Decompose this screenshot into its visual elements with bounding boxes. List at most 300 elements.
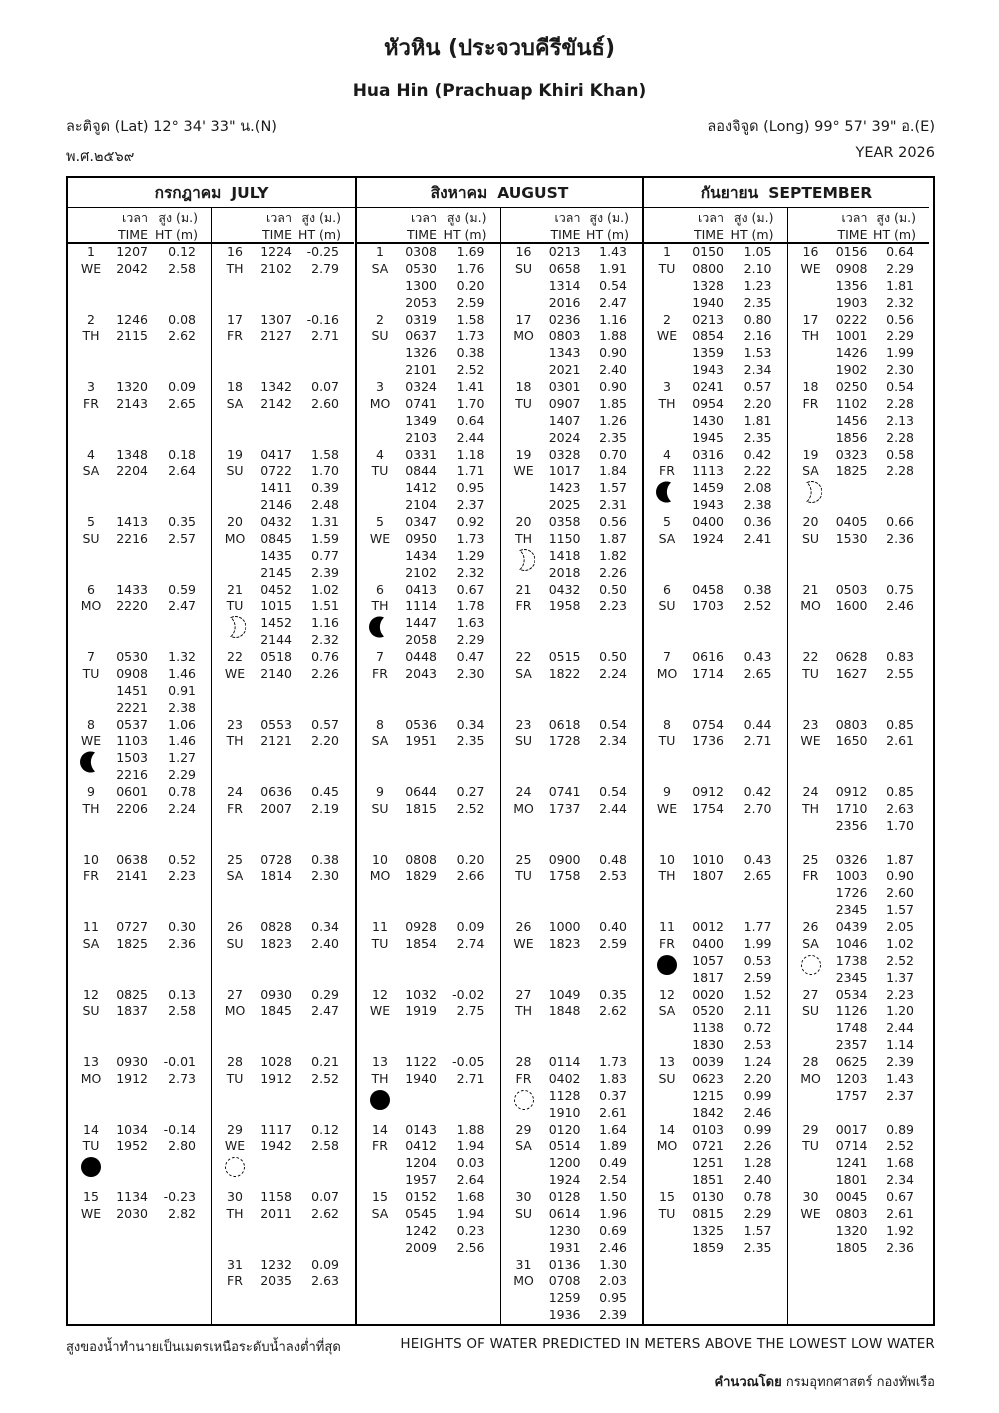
tide-rows bbox=[401, 987, 500, 1055]
tide-time: 1300 bbox=[405, 277, 437, 293]
weekday: SU bbox=[514, 733, 533, 749]
tide-height: 0.49 bbox=[599, 1155, 627, 1171]
day-column bbox=[357, 208, 500, 1324]
tide-time: 1714 bbox=[692, 665, 724, 681]
tide-height: 1.28 bbox=[743, 1155, 772, 1171]
tide-rows bbox=[688, 717, 787, 785]
tide-height: 1.68 bbox=[886, 1155, 914, 1171]
day-label bbox=[214, 447, 256, 515]
day-block bbox=[357, 582, 500, 650]
day-label bbox=[214, 717, 256, 785]
tide-time: 1000 bbox=[548, 919, 581, 934]
weekday: FR bbox=[227, 1273, 243, 1289]
day-column bbox=[68, 208, 211, 1324]
day-block bbox=[501, 1189, 643, 1257]
tide-height: 1.92 bbox=[886, 1222, 914, 1238]
tide-row bbox=[545, 278, 643, 295]
tide-time: 1737 bbox=[548, 800, 581, 816]
tide-rows bbox=[832, 312, 930, 380]
tide-height: 1.58 bbox=[456, 311, 485, 327]
tide-rows bbox=[688, 784, 787, 852]
day-block bbox=[501, 987, 643, 1055]
weekday: TH bbox=[514, 530, 533, 546]
tide-height: 0.34 bbox=[456, 716, 485, 732]
month-section bbox=[68, 178, 355, 1324]
day-label bbox=[70, 649, 112, 717]
tide-time: 0912 bbox=[835, 784, 868, 799]
tide-row bbox=[832, 447, 930, 464]
weekday: FR bbox=[227, 328, 243, 344]
height-header-english: HT (m) bbox=[298, 227, 341, 242]
day-number: 7 bbox=[376, 649, 384, 664]
time-header-thai: เวลา bbox=[698, 210, 724, 225]
tide-row bbox=[112, 1189, 211, 1206]
tide-rows bbox=[401, 312, 500, 380]
tide-height: 0.53 bbox=[743, 952, 772, 968]
tide-height: 2.47 bbox=[311, 1003, 339, 1019]
tide-rows bbox=[545, 447, 643, 515]
tide-row bbox=[832, 261, 930, 278]
tide-time: 2021 bbox=[548, 362, 581, 378]
tide-time: 1010 bbox=[692, 851, 724, 867]
day-number: 17 bbox=[227, 311, 243, 327]
tide-row bbox=[688, 1206, 787, 1223]
tide-rows bbox=[401, 1054, 500, 1122]
last-quarter-moon-icon bbox=[369, 616, 391, 638]
tide-time: 1736 bbox=[692, 733, 724, 749]
tide-rows bbox=[401, 447, 500, 515]
tide-time: 1940 bbox=[405, 1070, 437, 1086]
tide-height: 2.73 bbox=[168, 1070, 196, 1086]
tide-height: 1.58 bbox=[311, 446, 339, 462]
tide-height: 2.26 bbox=[311, 665, 339, 681]
day-block bbox=[212, 1054, 354, 1122]
subcol-header bbox=[212, 208, 354, 244]
tide-row bbox=[688, 362, 787, 379]
tide-time: 2145 bbox=[260, 564, 292, 580]
tide-height: 2.35 bbox=[743, 294, 772, 310]
height-header-english: HT (m) bbox=[443, 227, 487, 242]
tide-time: 2058 bbox=[405, 632, 437, 648]
tide-row bbox=[256, 312, 354, 329]
tide-row bbox=[112, 868, 211, 885]
tide-height: 2.44 bbox=[456, 429, 485, 445]
day-column bbox=[644, 208, 787, 1324]
tide-row bbox=[112, 261, 211, 278]
month-name bbox=[357, 178, 642, 208]
tide-height: 2.52 bbox=[311, 1070, 339, 1086]
tide-time: 1411 bbox=[260, 480, 292, 496]
tide-time: 0520 bbox=[692, 1003, 724, 1019]
tide-time: 0128 bbox=[548, 1189, 581, 1204]
day-block bbox=[501, 312, 643, 380]
tide-time: 1451 bbox=[116, 682, 148, 698]
tide-time: 0316 bbox=[692, 446, 724, 462]
day-block bbox=[788, 514, 930, 582]
tide-time: 1456 bbox=[835, 412, 868, 428]
day-label bbox=[503, 987, 545, 1055]
tide-row bbox=[688, 1155, 787, 1172]
tide-time: 1224 bbox=[260, 244, 292, 259]
tide-time: 1126 bbox=[835, 1003, 868, 1019]
tide-time: 0518 bbox=[260, 649, 292, 664]
weekday: TH bbox=[226, 1205, 244, 1221]
tide-row bbox=[545, 295, 643, 312]
tide-row bbox=[832, 666, 930, 683]
tide-height: 0.64 bbox=[886, 244, 914, 259]
tide-height: 0.83 bbox=[886, 649, 914, 664]
tide-time: 1503 bbox=[116, 750, 148, 766]
day-number: 19 bbox=[802, 446, 819, 462]
day-block bbox=[357, 312, 500, 380]
tide-row bbox=[832, 1003, 930, 1020]
tide-rows bbox=[401, 717, 500, 785]
tide-row bbox=[112, 1003, 211, 1020]
tide-height: 2.34 bbox=[886, 1172, 914, 1188]
tide-time: 0623 bbox=[692, 1070, 724, 1086]
tide-row bbox=[401, 717, 500, 734]
tide-time: 1230 bbox=[548, 1222, 581, 1238]
tide-height: 0.23 bbox=[456, 1222, 485, 1238]
tide-height: 0.12 bbox=[168, 244, 196, 259]
tide-time: 1754 bbox=[692, 800, 724, 816]
weekday: MO bbox=[224, 1003, 246, 1019]
tide-row bbox=[832, 784, 930, 801]
tide-height: 0.20 bbox=[456, 851, 485, 867]
tide-height: 0.77 bbox=[311, 547, 339, 563]
tide-height: 2.34 bbox=[743, 362, 772, 378]
tide-time: 2102 bbox=[260, 260, 292, 276]
day-label bbox=[70, 1189, 112, 1257]
weekday: MO bbox=[80, 1070, 102, 1086]
tide-height: 0.69 bbox=[599, 1222, 627, 1238]
day-label bbox=[70, 379, 112, 447]
tide-rows bbox=[688, 244, 787, 312]
tide-rows bbox=[256, 784, 354, 852]
tide-time: 0930 bbox=[260, 986, 292, 1002]
day-label bbox=[790, 1122, 832, 1190]
day-number: 29 bbox=[515, 1121, 532, 1137]
day-block bbox=[501, 1122, 643, 1190]
tide-row bbox=[256, 1206, 354, 1223]
weekday: WE bbox=[656, 328, 678, 344]
day-number: 12 bbox=[372, 986, 388, 1002]
tide-row bbox=[256, 615, 354, 632]
tide-rows bbox=[112, 852, 211, 920]
tide-height: 1.96 bbox=[599, 1205, 627, 1221]
tide-height: 0.85 bbox=[886, 784, 914, 799]
day-list bbox=[212, 244, 354, 1324]
tide-time: 0402 bbox=[548, 1070, 581, 1086]
tide-time: 0950 bbox=[405, 530, 437, 546]
tide-time: 1343 bbox=[548, 345, 581, 361]
tide-row bbox=[401, 801, 500, 818]
day-label bbox=[214, 582, 256, 650]
tide-time: 1049 bbox=[548, 986, 581, 1002]
tide-row bbox=[256, 784, 354, 801]
tide-row bbox=[256, 632, 354, 649]
tide-row bbox=[401, 480, 500, 497]
tide-row bbox=[832, 362, 930, 379]
tide-row bbox=[401, 345, 500, 362]
day-number: 22 bbox=[515, 649, 532, 664]
tide-row bbox=[112, 463, 211, 480]
day-number: 22 bbox=[802, 649, 819, 664]
tide-time: 1817 bbox=[692, 969, 724, 985]
day-label bbox=[646, 379, 688, 447]
day-number: 6 bbox=[376, 581, 384, 597]
tide-height: 2.26 bbox=[599, 564, 627, 580]
day-block bbox=[68, 1122, 211, 1190]
tide-time: 0213 bbox=[692, 311, 724, 327]
tide-time: 1232 bbox=[260, 1256, 292, 1272]
day-block bbox=[644, 379, 787, 447]
day-number: 5 bbox=[87, 514, 95, 529]
day-number: 15 bbox=[83, 1189, 99, 1204]
tide-rows bbox=[401, 514, 500, 582]
tide-row bbox=[832, 278, 930, 295]
tide-height: 0.38 bbox=[743, 581, 772, 597]
tide-height: 0.36 bbox=[743, 514, 772, 529]
day-number: 31 bbox=[227, 1256, 243, 1272]
tide-time: 0912 bbox=[692, 784, 724, 799]
tide-row bbox=[688, 598, 787, 615]
day-number: 26 bbox=[802, 919, 819, 934]
tide-height: 1.68 bbox=[456, 1189, 485, 1204]
day-block bbox=[788, 312, 930, 380]
tide-height: 1.81 bbox=[743, 412, 772, 428]
day-list bbox=[501, 244, 643, 1324]
tide-row bbox=[545, 733, 643, 750]
tide-row bbox=[545, 565, 643, 582]
month-name-en: SEPTEMBER bbox=[768, 184, 873, 202]
tide-time: 2018 bbox=[548, 564, 581, 580]
tide-time: 0908 bbox=[116, 665, 148, 681]
day-number: 28 bbox=[802, 1054, 819, 1069]
tide-row bbox=[832, 1054, 930, 1071]
tide-time: 2035 bbox=[260, 1273, 292, 1289]
tide-time: 0825 bbox=[116, 986, 148, 1002]
tide-time: 0452 bbox=[260, 581, 292, 597]
day-number: 14 bbox=[372, 1121, 388, 1137]
tide-height: 0.21 bbox=[311, 1054, 339, 1069]
footnote-row bbox=[66, 1336, 935, 1357]
tide-row bbox=[832, 1206, 930, 1223]
weekday: TU bbox=[802, 665, 819, 681]
tide-row bbox=[545, 362, 643, 379]
weekday: FR bbox=[227, 800, 243, 816]
tide-height: 1.59 bbox=[311, 530, 339, 546]
tide-height: 2.32 bbox=[456, 564, 485, 580]
day-number: 18 bbox=[227, 379, 243, 394]
tide-time: 2011 bbox=[260, 1205, 292, 1221]
tide-rows bbox=[256, 987, 354, 1055]
time-header-english: TIME bbox=[837, 227, 868, 242]
tide-height: 1.05 bbox=[743, 244, 772, 259]
tide-time: 1943 bbox=[692, 362, 724, 378]
day-label bbox=[646, 987, 688, 1055]
weekday: WE bbox=[656, 800, 678, 816]
day-block bbox=[501, 784, 643, 852]
month-name-en: JULY bbox=[231, 184, 269, 202]
tide-row bbox=[256, 447, 354, 464]
day-label bbox=[214, 514, 256, 582]
tide-row bbox=[832, 936, 930, 953]
tide-time: 1854 bbox=[405, 935, 437, 951]
tide-time: 1434 bbox=[405, 547, 437, 563]
tide-time: 0854 bbox=[692, 328, 724, 344]
month-name-th: กันยายน bbox=[700, 184, 759, 202]
tide-time: 1910 bbox=[548, 1104, 581, 1120]
tide-row bbox=[832, 531, 930, 548]
tide-time: 1957 bbox=[405, 1172, 437, 1188]
tide-height: 0.18 bbox=[168, 446, 196, 462]
tide-time: 0618 bbox=[548, 716, 581, 732]
day-list bbox=[644, 244, 787, 1324]
tide-height: -0.25 bbox=[306, 244, 339, 259]
tide-height: 2.63 bbox=[886, 800, 914, 816]
tide-row bbox=[545, 582, 643, 599]
tide-height: 2.20 bbox=[743, 1070, 772, 1086]
tide-row bbox=[112, 1071, 211, 1088]
tide-row bbox=[401, 1155, 500, 1172]
tide-time: 0658 bbox=[548, 260, 581, 276]
day-list bbox=[68, 244, 211, 1324]
day-number: 6 bbox=[87, 581, 95, 597]
day-label bbox=[214, 649, 256, 717]
tide-rows bbox=[832, 379, 930, 447]
day-number: 21 bbox=[802, 581, 819, 597]
tide-height: 2.30 bbox=[456, 665, 485, 681]
day-number: 5 bbox=[376, 514, 384, 529]
day-number: 8 bbox=[376, 716, 384, 732]
tide-row bbox=[112, 531, 211, 548]
tide-rows bbox=[112, 514, 211, 582]
tide-time: 0358 bbox=[548, 514, 581, 529]
tide-row bbox=[256, 1122, 354, 1139]
day-block bbox=[788, 784, 930, 852]
day-number: 8 bbox=[87, 716, 95, 732]
tide-time: 0900 bbox=[548, 851, 581, 867]
tide-time: 1459 bbox=[692, 480, 724, 496]
tide-rows bbox=[112, 649, 211, 717]
day-label bbox=[790, 447, 832, 515]
tide-time: 1830 bbox=[692, 1037, 724, 1053]
tide-time: 0012 bbox=[692, 919, 724, 934]
tide-height: 2.13 bbox=[886, 412, 914, 428]
tide-height: 0.37 bbox=[599, 1087, 627, 1103]
tide-time: 0803 bbox=[835, 716, 868, 732]
weekday: TU bbox=[658, 733, 676, 749]
tide-time: 0156 bbox=[835, 244, 868, 259]
height-header-english: HT (m) bbox=[873, 227, 916, 242]
tide-row bbox=[688, 447, 787, 464]
weekday: FR bbox=[802, 395, 819, 411]
tide-row bbox=[688, 801, 787, 818]
day-number: 14 bbox=[659, 1121, 675, 1137]
day-block bbox=[68, 784, 211, 852]
tide-row bbox=[545, 717, 643, 734]
tide-height: 0.27 bbox=[456, 784, 485, 799]
weekday: TH bbox=[514, 1003, 533, 1019]
tide-time: 0405 bbox=[835, 514, 868, 529]
tide-rows bbox=[688, 649, 787, 717]
tide-height: 2.35 bbox=[599, 429, 627, 445]
tide-height: 0.95 bbox=[456, 480, 485, 496]
tide-time: 0331 bbox=[405, 446, 437, 462]
tide-row bbox=[545, 1003, 643, 1020]
day-column bbox=[787, 208, 930, 1324]
tide-height: 2.66 bbox=[456, 868, 485, 884]
weekday: MO bbox=[656, 1138, 678, 1154]
tide-time: 0545 bbox=[405, 1205, 437, 1221]
tide-row bbox=[545, 1105, 643, 1122]
tide-height: 2.37 bbox=[886, 1087, 914, 1103]
weekday: SU bbox=[226, 935, 244, 951]
tide-time: 1356 bbox=[835, 277, 868, 293]
tide-time: 0845 bbox=[260, 530, 292, 546]
first-quarter-moon-icon bbox=[224, 616, 246, 638]
day-number: 24 bbox=[515, 784, 532, 799]
tide-row bbox=[545, 1138, 643, 1155]
day-label bbox=[646, 784, 688, 852]
tide-time: 1426 bbox=[835, 345, 868, 361]
tide-height: 2.32 bbox=[886, 294, 914, 310]
year-row bbox=[66, 145, 935, 168]
tide-row bbox=[401, 328, 500, 345]
tide-row bbox=[688, 261, 787, 278]
day-number: 13 bbox=[659, 1054, 675, 1069]
tide-time: 0120 bbox=[548, 1121, 581, 1137]
tide-row bbox=[688, 430, 787, 447]
tide-height: 1.32 bbox=[168, 649, 196, 664]
tide-rows bbox=[545, 514, 643, 582]
tide-row bbox=[832, 818, 930, 835]
tide-rows bbox=[256, 1054, 354, 1122]
tide-time: 2103 bbox=[405, 429, 437, 445]
weekday: SA bbox=[371, 1205, 389, 1221]
tide-row bbox=[832, 1240, 930, 1257]
tide-row bbox=[832, 1172, 930, 1189]
tide-row bbox=[112, 582, 211, 599]
tide-height: 2.56 bbox=[456, 1239, 485, 1255]
weekday: SU bbox=[226, 463, 244, 479]
tide-row bbox=[401, 1054, 500, 1071]
tide-time: 1001 bbox=[835, 328, 868, 344]
tide-height: 2.60 bbox=[311, 395, 339, 411]
day-block bbox=[212, 987, 354, 1055]
tide-time: 0844 bbox=[405, 463, 437, 479]
tide-row bbox=[112, 733, 211, 750]
day-block bbox=[644, 312, 787, 380]
tide-height: 0.90 bbox=[599, 379, 627, 394]
tide-row bbox=[401, 1189, 500, 1206]
tide-height: 1.43 bbox=[886, 1070, 914, 1086]
day-block bbox=[212, 312, 354, 380]
tide-height: 0.35 bbox=[168, 514, 196, 529]
height-header-thai: สูง (ม.) bbox=[301, 210, 341, 225]
day-label bbox=[503, 379, 545, 447]
page-title-english: Hua Hin (Prachuap Khiri Khan) bbox=[352, 81, 647, 101]
tide-height: 2.71 bbox=[743, 733, 772, 749]
tide-height: 1.50 bbox=[599, 1189, 627, 1204]
weekday: TH bbox=[371, 598, 389, 614]
new-moon-icon bbox=[656, 954, 678, 976]
day-label bbox=[503, 244, 545, 312]
tide-row bbox=[545, 852, 643, 869]
tide-height: 2.65 bbox=[743, 868, 772, 884]
tide-time: 1859 bbox=[692, 1239, 724, 1255]
